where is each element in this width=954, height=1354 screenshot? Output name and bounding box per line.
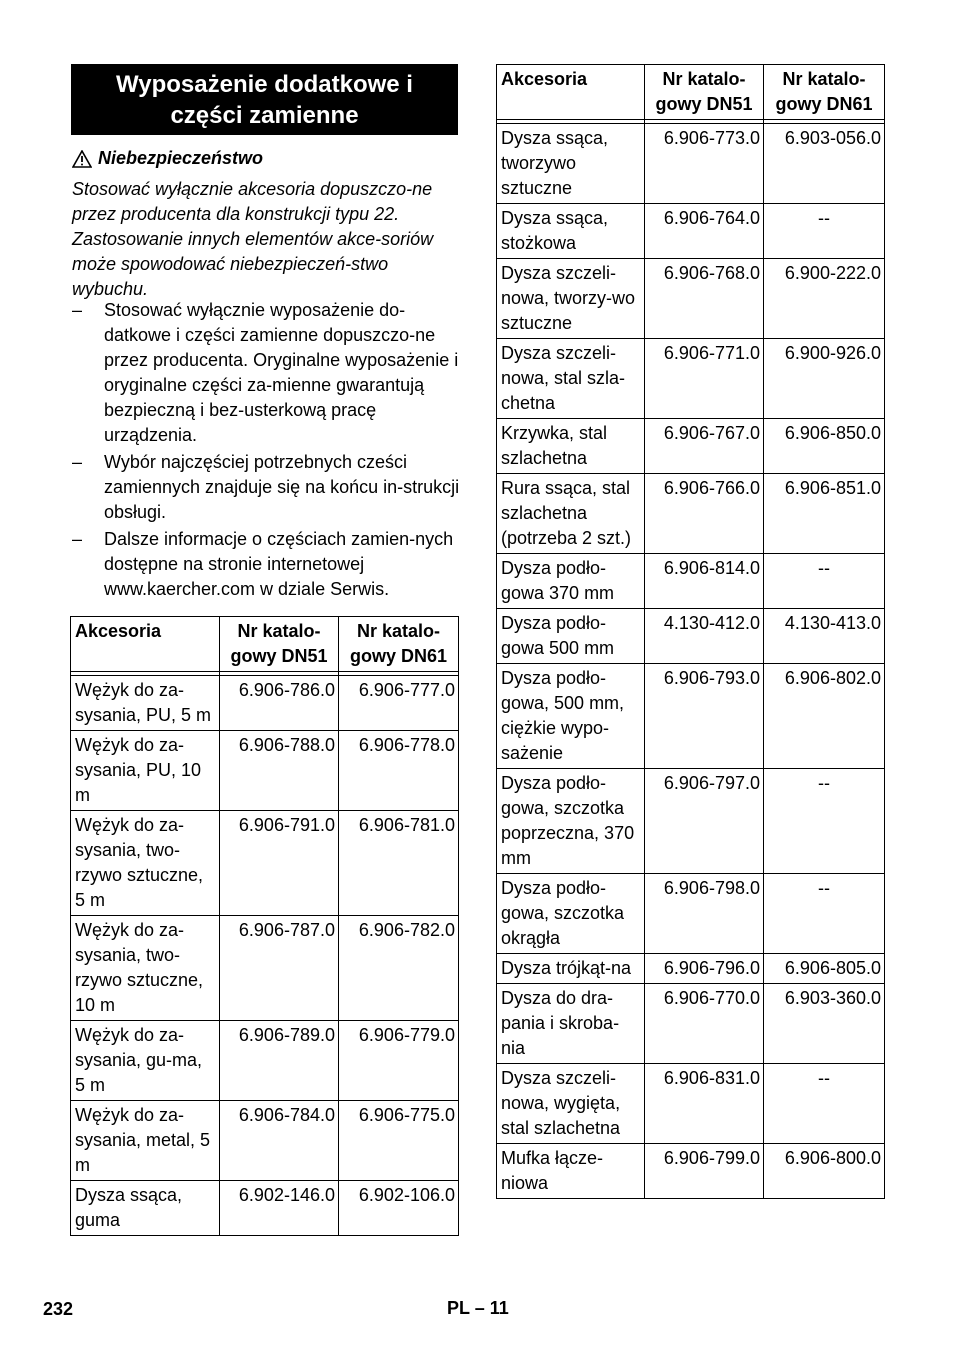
list-item-text: Wybór najczęściej potrzebnych cześci zamiennych znajduje się na końcu in-strukcji obsługi. [104, 452, 460, 522]
list-item [72, 450, 462, 525]
catalog-dn51-cell: 6.906-764.0 [645, 204, 764, 259]
catalog-dn61-cell: -- [764, 874, 885, 954]
list-item [72, 527, 462, 602]
instruction-list [72, 298, 462, 604]
catalog-dn51-cell: 6.906-767.0 [645, 419, 764, 474]
list-dash: – [72, 300, 83, 320]
warning-title: Niebezpieczeństwo [98, 148, 264, 168]
accessories-table-right [496, 64, 885, 1199]
accessory-name-cell: Dysza podło-gowa, 500 mm, ciężkie wypo-sażenie [497, 664, 645, 769]
catalog-dn51-cell: 6.906-770.0 [645, 984, 764, 1064]
table-row [497, 954, 885, 984]
table-row [497, 609, 885, 664]
accessory-name-cell: Dysza podło-gowa 500 mm [497, 609, 645, 664]
catalog-dn61-cell: -- [764, 554, 885, 609]
catalog-dn51-cell: 6.906-786.0 [220, 676, 339, 731]
warning-block [72, 146, 462, 302]
table-row [71, 1021, 459, 1101]
table-body-right [497, 124, 885, 1199]
catalog-dn61-cell: 6.906-775.0 [339, 1101, 459, 1181]
accessories-table-left [70, 616, 459, 1236]
table-row [71, 731, 459, 811]
table-row [497, 339, 885, 419]
section-number: – 11 [474, 1298, 509, 1318]
catalog-dn61-cell: 6.906-781.0 [339, 811, 459, 916]
accessory-name-cell: Wężyk do za-sysania, PU, 10 m [71, 731, 220, 811]
accessory-name-cell: Wężyk do za-sysania, two-rzywo sztuczne, 5 m [71, 811, 220, 916]
accessory-name-cell: Dysza ssąca, stożkowa [497, 204, 645, 259]
catalog-dn51-cell: 6.906-793.0 [645, 664, 764, 769]
catalog-dn61-cell: 6.903-360.0 [764, 984, 885, 1064]
table-row [71, 1181, 459, 1236]
table-row [497, 984, 885, 1064]
catalog-dn51-cell: 6.906-788.0 [220, 731, 339, 811]
table-row [71, 916, 459, 1021]
table-row [497, 1144, 885, 1199]
table-row [497, 1064, 885, 1144]
catalog-dn51-cell: 6.906-799.0 [645, 1144, 764, 1199]
catalog-dn61-cell: -- [764, 204, 885, 259]
catalog-dn61-cell: 6.906-851.0 [764, 474, 885, 554]
accessory-name-cell: Dysza ssąca, tworzywo sztuczne [497, 124, 645, 204]
catalog-dn61-cell: 6.906-800.0 [764, 1144, 885, 1199]
catalog-dn61-cell: 6.900-222.0 [764, 259, 885, 339]
table-row [497, 124, 885, 204]
accessory-name-cell: Dysza trójkąt-na [497, 954, 645, 984]
table-row [71, 1101, 459, 1181]
catalog-dn61-cell: 6.906-778.0 [339, 731, 459, 811]
accessory-name-cell: Wężyk do za-sysania, metal, 5 m [71, 1101, 220, 1181]
list-dash: – [72, 452, 83, 472]
list-item-text: Dalsze informacje o częściach zamien-nych dostępne na stronie internetowej www.kaercher.com w dziale Serwis. [104, 529, 454, 599]
header-dn61: Nr katalo-gowy DN61 [339, 617, 459, 672]
header-dn51: Nr katalo-gowy DN51 [220, 617, 339, 672]
accessory-name-cell: Dysza podło-gowa 370 mm [497, 554, 645, 609]
accessory-name-cell: Krzywka, stal szlachetna [497, 419, 645, 474]
header-dn51: Nr katalo-gowy DN51 [645, 65, 764, 120]
catalog-dn51-cell: 6.906-784.0 [220, 1101, 339, 1181]
footer-language [447, 1298, 509, 1319]
accessory-name-cell: Dysza do dra-pania i skroba-nia [497, 984, 645, 1064]
catalog-dn51-cell: 6.906-771.0 [645, 339, 764, 419]
table-header-row [497, 65, 885, 120]
accessory-name-cell: Rura ssąca, stal szlachetna (potrzeba 2 szt.) [497, 474, 645, 554]
accessory-name-cell: Dysza szczeli-nowa, stal szla-chetna [497, 339, 645, 419]
table-row [71, 676, 459, 731]
warning-title-row [72, 146, 462, 171]
page-number: 232 [43, 1299, 74, 1319]
catalog-dn51-cell: 6.906-831.0 [645, 1064, 764, 1144]
catalog-dn51-cell: 6.906-789.0 [220, 1021, 339, 1101]
list-item [72, 298, 462, 448]
catalog-dn51-cell: 6.906-768.0 [645, 259, 764, 339]
catalog-dn51-cell: 6.906-797.0 [645, 769, 764, 874]
catalog-dn51-cell: 6.906-773.0 [645, 124, 764, 204]
header-dn61: Nr katalo-gowy DN61 [764, 65, 885, 120]
accessory-name-cell: Wężyk do za-sysania, gu-ma, 5 m [71, 1021, 220, 1101]
catalog-dn51-cell: 6.906-814.0 [645, 554, 764, 609]
header-accessories: Akcesoria [71, 617, 220, 672]
catalog-dn61-cell: -- [764, 1064, 885, 1144]
accessory-name-cell: Dysza podło-gowa, szczotka poprzeczna, 370 mm [497, 769, 645, 874]
table-row [497, 474, 885, 554]
catalog-dn51-cell: 4.130-412.0 [645, 609, 764, 664]
catalog-dn61-cell: 6.906-805.0 [764, 954, 885, 984]
catalog-dn61-cell: 6.902-106.0 [339, 1181, 459, 1236]
catalog-dn51-cell: 6.906-798.0 [645, 874, 764, 954]
catalog-dn61-cell: 4.130-413.0 [764, 609, 885, 664]
warning-triangle-icon [72, 150, 92, 168]
catalog-dn61-cell: -- [764, 769, 885, 874]
accessory-name-cell: Dysza szczeli-nowa, wygięta, stal szlachetna [497, 1064, 645, 1144]
accessory-name-cell: Wężyk do za-sysania, two-rzywo sztuczne, 10 m [71, 916, 220, 1021]
table-row [497, 874, 885, 954]
section-heading: Wyposażenie dodatkowe i części zamienne [71, 64, 458, 135]
catalog-dn51-cell: 6.906-766.0 [645, 474, 764, 554]
catalog-dn51-cell: 6.906-796.0 [645, 954, 764, 984]
accessory-name-cell: Dysza szczeli-nowa, tworzy-wo sztuczne [497, 259, 645, 339]
accessory-name-cell: Mufka łącze-niowa [497, 1144, 645, 1199]
table-body-left [71, 676, 459, 1236]
language-code: PL [447, 1298, 470, 1318]
accessory-name-cell: Dysza ssąca, guma [71, 1181, 220, 1236]
list-item-text: Stosować wyłącznie wyposażenie do-datkowe i części zamienne dopuszczo-ne przez producenta. Oryginalne wyposażenie i oryginalne części za-mienne gwarantują bezpieczną i bez-usterkową pracę urządzenia. [104, 300, 459, 445]
table-row [497, 554, 885, 609]
catalog-dn61-cell: 6.906-779.0 [339, 1021, 459, 1101]
catalog-dn61-cell: 6.906-777.0 [339, 676, 459, 731]
catalog-dn61-cell: 6.906-850.0 [764, 419, 885, 474]
table-row [497, 259, 885, 339]
catalog-dn51-cell: 6.906-787.0 [220, 916, 339, 1021]
table-row [497, 769, 885, 874]
table-header-row [71, 617, 459, 672]
table-row [497, 664, 885, 769]
catalog-dn61-cell: 6.906-802.0 [764, 664, 885, 769]
accessory-name-cell: Dysza podło-gowa, szczotka okrągła [497, 874, 645, 954]
catalog-dn61-cell: 6.906-782.0 [339, 916, 459, 1021]
catalog-dn61-cell: 6.900-926.0 [764, 339, 885, 419]
table-row [497, 419, 885, 474]
table-row [497, 204, 885, 259]
table-row [71, 811, 459, 916]
accessory-name-cell: Wężyk do za-sysania, PU, 5 m [71, 676, 220, 731]
catalog-dn51-cell: 6.902-146.0 [220, 1181, 339, 1236]
catalog-dn51-cell: 6.906-791.0 [220, 811, 339, 916]
header-accessories: Akcesoria [497, 65, 645, 120]
catalog-dn61-cell: 6.903-056.0 [764, 124, 885, 204]
warning-text: Stosować wyłącznie akcesoria dopuszczo-ne przez producenta dla konstrukcji typu 22. Zastosowanie innych elementów akce-soriów może spowodować niebezpieczeń-stwo wybuchu. [72, 179, 434, 299]
list-dash: – [72, 529, 83, 549]
